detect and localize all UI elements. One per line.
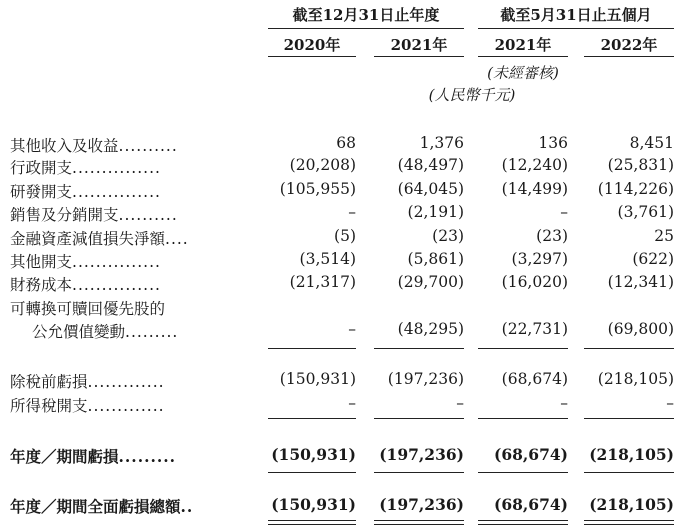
row-label — [10, 394, 165, 416]
row-label-text: 可轉換可贖回優先股的 — [10, 300, 166, 318]
row-label-text: 除稅前虧損 — [10, 373, 88, 391]
row-value: (3,297) — [511, 250, 568, 268]
loss-rule-4 — [584, 472, 674, 473]
header-year-2022-interim: 2022年 — [600, 36, 658, 54]
header-year-rule-4 — [584, 56, 674, 57]
row-value: (3,761) — [617, 203, 674, 221]
header-year-rule-2 — [374, 56, 464, 57]
row-value: (68,674) — [501, 370, 568, 388]
currency-unit-note: (人民幣千元) — [428, 86, 516, 104]
leader-dots: ............. — [87, 397, 165, 415]
subtotal-rule-1 — [268, 348, 356, 349]
row-value: (29,700) — [397, 273, 464, 291]
row-value: (150,931) — [271, 495, 356, 514]
row-label — [10, 297, 165, 319]
row-value: – — [560, 203, 568, 221]
row-value: – — [348, 394, 356, 412]
row-value: (16,020) — [501, 273, 568, 291]
leader-dots: ......... — [118, 447, 177, 466]
leader-dots: .... — [165, 230, 189, 248]
row-label-text: 研發開支 — [10, 183, 73, 201]
row-value: – — [666, 394, 674, 412]
total-double-rule-3 — [478, 520, 568, 525]
row-label — [10, 250, 161, 272]
row-value: 136 — [538, 134, 568, 152]
row-value: (20,208) — [289, 156, 356, 174]
leader-dots: ......... — [125, 323, 179, 341]
tax-rule-4 — [584, 418, 674, 419]
row-value: (23) — [536, 227, 568, 245]
total-double-rule-2 — [374, 520, 464, 525]
row-value: (197,236) — [387, 370, 464, 388]
row-value: (218,105) — [589, 445, 674, 464]
total-double-rule-1 — [268, 520, 356, 525]
leader-dots: ............. — [87, 373, 165, 391]
row-value: (150,931) — [279, 370, 356, 388]
total-double-rule-4 — [584, 520, 674, 525]
row-label — [10, 370, 165, 392]
row-label-text: 所得稅開支 — [10, 397, 88, 415]
row-value: (48,295) — [397, 320, 464, 338]
row-label — [10, 134, 178, 156]
leader-dots: ............... — [72, 159, 161, 177]
leader-dots: ............... — [72, 253, 161, 271]
row-value: (218,105) — [589, 495, 674, 514]
row-label-text: 銷售及分銷開支 — [10, 206, 119, 224]
loss-rule-1 — [268, 472, 356, 473]
leader-dots: ............... — [72, 183, 161, 201]
row-value: (218,105) — [597, 370, 674, 388]
row-value: – — [560, 394, 568, 412]
row-label — [10, 156, 161, 178]
row-label — [10, 180, 161, 202]
row-value: (5,861) — [407, 250, 464, 268]
row-value: 8,451 — [629, 134, 674, 152]
header-group-rule-1 — [268, 28, 464, 29]
row-value: (14,499) — [501, 180, 568, 198]
row-label — [10, 227, 189, 249]
row-value: (3,514) — [299, 250, 356, 268]
subtotal-rule-2 — [374, 348, 464, 349]
header-year-2021-interim: 2021年 — [494, 36, 552, 54]
row-label-text: 公允價值變動 — [32, 323, 126, 341]
row-value: 68 — [336, 134, 356, 152]
row-label-text: 其他開支 — [10, 253, 73, 271]
row-label — [10, 495, 193, 517]
header-year-2020: 2020年 — [283, 36, 341, 54]
header-year-rule-3 — [478, 56, 568, 57]
row-value: (22,731) — [501, 320, 568, 338]
row-value: (197,236) — [379, 495, 464, 514]
header-group-five-months: 截至5月31日止五個月 — [500, 6, 652, 24]
row-value: (197,236) — [379, 445, 464, 464]
leader-dots: ............... — [72, 276, 161, 294]
row-label-text: 其他收入及收益 — [10, 137, 119, 155]
row-value: (48,497) — [397, 156, 464, 174]
row-value: (68,674) — [494, 445, 568, 464]
loss-rule-2 — [374, 472, 464, 473]
row-value: 1,376 — [419, 134, 464, 152]
header-group-rule-2 — [478, 28, 674, 29]
subtotal-rule-4 — [584, 348, 674, 349]
row-label-text: 金融資產減值損失淨額 — [10, 230, 166, 248]
row-value: (114,226) — [597, 180, 674, 198]
row-label — [10, 203, 178, 225]
row-value: (622) — [632, 250, 674, 268]
leader-dots: .. — [180, 497, 194, 516]
unaudited-note: (未經審核) — [487, 64, 559, 82]
row-label — [10, 273, 161, 295]
row-value: – — [348, 203, 356, 221]
header-group-year-ended: 截至12月31日止年度 — [292, 6, 440, 24]
row-value: (105,955) — [279, 180, 356, 198]
tax-rule-1 — [268, 418, 356, 419]
tax-rule-3 — [478, 418, 568, 419]
row-value: 25 — [654, 227, 674, 245]
row-value: (12,240) — [501, 156, 568, 174]
row-value: (2,191) — [407, 203, 464, 221]
row-value: (69,800) — [607, 320, 674, 338]
row-label-text: 財務成本 — [10, 276, 73, 294]
row-value: (150,931) — [271, 445, 356, 464]
row-label-text: 年度／期間虧損 — [10, 447, 119, 466]
row-value: (64,045) — [397, 180, 464, 198]
row-value: (5) — [334, 227, 356, 245]
loss-rule-3 — [478, 472, 568, 473]
tax-rule-2 — [374, 418, 464, 419]
row-value: (25,831) — [607, 156, 674, 174]
subtotal-rule-3 — [478, 348, 568, 349]
row-label-text: 年度／期間全面虧損總額 — [10, 497, 181, 516]
row-label-text: 行政開支 — [10, 159, 73, 177]
row-value: – — [456, 394, 464, 412]
leader-dots: .......... — [118, 137, 178, 155]
row-label — [32, 320, 178, 342]
row-value: – — [348, 320, 356, 338]
row-value: (23) — [432, 227, 464, 245]
header-year-2021: 2021年 — [390, 36, 448, 54]
header-year-rule-1 — [268, 56, 356, 57]
row-value: (21,317) — [289, 273, 356, 291]
row-value: (68,674) — [494, 495, 568, 514]
row-label — [10, 445, 176, 467]
leader-dots: .......... — [118, 206, 178, 224]
row-value: (12,341) — [607, 273, 674, 291]
